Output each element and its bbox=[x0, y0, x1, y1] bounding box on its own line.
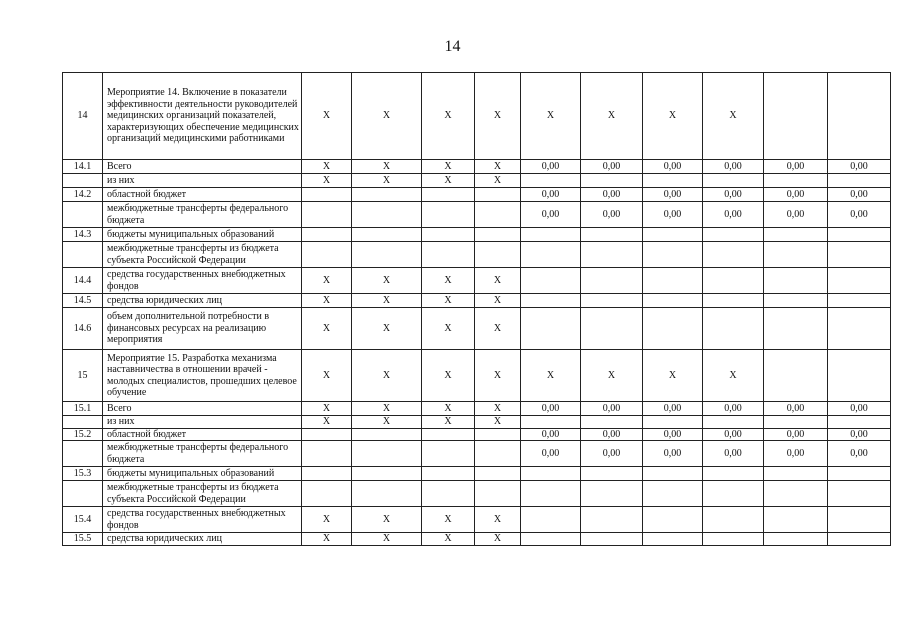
value-cell: 0,00 bbox=[764, 402, 828, 416]
value-cell bbox=[764, 308, 828, 350]
value-cell: 0,00 bbox=[703, 202, 764, 228]
row-label: бюджеты муниципальных образований bbox=[103, 228, 302, 242]
value-cell bbox=[703, 294, 764, 308]
value-cell: X bbox=[352, 507, 422, 533]
row-number bbox=[63, 416, 103, 429]
value-cell bbox=[581, 174, 643, 188]
value-cell bbox=[302, 467, 352, 481]
value-cell bbox=[302, 202, 352, 228]
table-row bbox=[63, 73, 891, 160]
value-cell bbox=[521, 294, 581, 308]
value-cell: X bbox=[475, 174, 521, 188]
table-row bbox=[63, 416, 891, 429]
value-cell: X bbox=[352, 350, 422, 402]
value-cell: X bbox=[521, 73, 581, 160]
value-cell bbox=[828, 73, 891, 160]
value-cell: 0,00 bbox=[581, 402, 643, 416]
value-cell bbox=[422, 441, 475, 467]
value-cell bbox=[352, 467, 422, 481]
value-cell bbox=[475, 481, 521, 507]
value-cell bbox=[643, 467, 703, 481]
value-cell: 0,00 bbox=[703, 160, 764, 174]
value-cell bbox=[643, 174, 703, 188]
value-cell: 0,00 bbox=[581, 428, 643, 441]
value-cell bbox=[764, 268, 828, 294]
value-cell: X bbox=[302, 160, 352, 174]
value-cell: X bbox=[302, 268, 352, 294]
value-cell: 0,00 bbox=[828, 428, 891, 441]
value-cell: 0,00 bbox=[581, 202, 643, 228]
row-number: 15.4 bbox=[63, 507, 103, 533]
value-cell: 0,00 bbox=[764, 188, 828, 202]
value-cell bbox=[643, 308, 703, 350]
value-cell bbox=[352, 481, 422, 507]
value-cell: 0,00 bbox=[643, 188, 703, 202]
value-cell: X bbox=[475, 268, 521, 294]
table-row bbox=[63, 507, 891, 533]
value-cell bbox=[422, 428, 475, 441]
value-cell bbox=[521, 228, 581, 242]
table-row bbox=[63, 441, 891, 467]
value-cell: 0,00 bbox=[643, 402, 703, 416]
value-cell bbox=[422, 188, 475, 202]
row-number bbox=[63, 441, 103, 467]
value-cell bbox=[828, 507, 891, 533]
value-cell: X bbox=[302, 533, 352, 546]
value-cell: 0,00 bbox=[521, 441, 581, 467]
value-cell: X bbox=[643, 350, 703, 402]
value-cell bbox=[764, 350, 828, 402]
value-cell bbox=[828, 308, 891, 350]
value-cell: 0,00 bbox=[764, 202, 828, 228]
value-cell: X bbox=[352, 402, 422, 416]
value-cell bbox=[764, 73, 828, 160]
row-number bbox=[63, 174, 103, 188]
table-row bbox=[63, 160, 891, 174]
row-number bbox=[63, 202, 103, 228]
value-cell bbox=[352, 228, 422, 242]
row-label: Мероприятие 15. Разработка механизма наставничества в отношении врачей - молодых специалистов, прошедших целевое обучение bbox=[103, 350, 302, 402]
value-cell bbox=[828, 228, 891, 242]
value-cell: X bbox=[581, 73, 643, 160]
value-cell: X bbox=[422, 402, 475, 416]
value-cell: 0,00 bbox=[521, 428, 581, 441]
value-cell: X bbox=[302, 73, 352, 160]
table-row bbox=[63, 481, 891, 507]
row-number: 14.4 bbox=[63, 268, 103, 294]
table-row bbox=[63, 188, 891, 202]
value-cell: X bbox=[475, 294, 521, 308]
value-cell: 0,00 bbox=[764, 428, 828, 441]
value-cell bbox=[643, 481, 703, 507]
value-cell bbox=[828, 416, 891, 429]
value-cell: X bbox=[475, 160, 521, 174]
value-cell: 0,00 bbox=[581, 160, 643, 174]
value-cell: X bbox=[703, 73, 764, 160]
value-cell bbox=[581, 308, 643, 350]
value-cell bbox=[352, 242, 422, 268]
value-cell: X bbox=[475, 308, 521, 350]
value-cell bbox=[703, 533, 764, 546]
value-cell: 0,00 bbox=[764, 160, 828, 174]
value-cell: X bbox=[352, 268, 422, 294]
value-cell bbox=[703, 416, 764, 429]
value-cell: 0,00 bbox=[581, 441, 643, 467]
value-cell bbox=[521, 507, 581, 533]
value-cell: X bbox=[475, 533, 521, 546]
value-cell: X bbox=[422, 308, 475, 350]
value-cell: 0,00 bbox=[521, 160, 581, 174]
value-cell bbox=[302, 242, 352, 268]
value-cell bbox=[764, 242, 828, 268]
value-cell: X bbox=[352, 308, 422, 350]
value-cell bbox=[581, 268, 643, 294]
value-cell bbox=[422, 228, 475, 242]
value-cell bbox=[475, 202, 521, 228]
value-cell bbox=[703, 228, 764, 242]
row-number: 15.3 bbox=[63, 467, 103, 481]
row-number: 14.1 bbox=[63, 160, 103, 174]
value-cell bbox=[764, 294, 828, 308]
value-cell bbox=[475, 188, 521, 202]
table-row bbox=[63, 467, 891, 481]
value-cell: X bbox=[475, 350, 521, 402]
value-cell: 0,00 bbox=[643, 428, 703, 441]
value-cell bbox=[703, 308, 764, 350]
table-row bbox=[63, 308, 891, 350]
row-number bbox=[63, 242, 103, 268]
value-cell bbox=[581, 481, 643, 507]
row-label: межбюджетные трансферты федерального бюджета bbox=[103, 202, 302, 228]
row-number: 15.2 bbox=[63, 428, 103, 441]
row-label: Всего bbox=[103, 402, 302, 416]
row-label: из них bbox=[103, 416, 302, 429]
value-cell bbox=[828, 268, 891, 294]
value-cell: 0,00 bbox=[703, 188, 764, 202]
value-cell bbox=[422, 242, 475, 268]
value-cell bbox=[581, 228, 643, 242]
value-cell: 0,00 bbox=[581, 188, 643, 202]
value-cell: 0,00 bbox=[828, 160, 891, 174]
row-number: 14.5 bbox=[63, 294, 103, 308]
value-cell: X bbox=[475, 507, 521, 533]
value-cell bbox=[352, 188, 422, 202]
value-cell: X bbox=[352, 416, 422, 429]
row-number: 14.2 bbox=[63, 188, 103, 202]
table-row bbox=[63, 228, 891, 242]
value-cell bbox=[703, 242, 764, 268]
row-label: объем дополнительной потребности в финансовых ресурсах на реализацию мероприятия bbox=[103, 308, 302, 350]
value-cell bbox=[828, 242, 891, 268]
value-cell: 0,00 bbox=[703, 441, 764, 467]
value-cell bbox=[521, 174, 581, 188]
value-cell bbox=[521, 533, 581, 546]
row-label: межбюджетные трансферты из бюджета субъекта Российской Федерации bbox=[103, 481, 302, 507]
value-cell bbox=[643, 416, 703, 429]
value-cell: X bbox=[475, 73, 521, 160]
value-cell bbox=[764, 416, 828, 429]
table-row bbox=[63, 242, 891, 268]
value-cell bbox=[828, 350, 891, 402]
value-cell bbox=[352, 441, 422, 467]
row-number: 15.1 bbox=[63, 402, 103, 416]
value-cell bbox=[703, 507, 764, 533]
value-cell bbox=[828, 294, 891, 308]
value-cell bbox=[581, 507, 643, 533]
value-cell bbox=[643, 533, 703, 546]
value-cell bbox=[352, 428, 422, 441]
value-cell bbox=[302, 188, 352, 202]
value-cell: 0,00 bbox=[703, 402, 764, 416]
row-label: бюджеты муниципальных образований bbox=[103, 467, 302, 481]
value-cell bbox=[521, 481, 581, 507]
row-label: средства юридических лиц bbox=[103, 533, 302, 546]
value-cell bbox=[764, 228, 828, 242]
value-cell bbox=[703, 174, 764, 188]
value-cell bbox=[475, 467, 521, 481]
value-cell: X bbox=[422, 533, 475, 546]
value-cell bbox=[521, 268, 581, 294]
value-cell: X bbox=[302, 507, 352, 533]
value-cell bbox=[764, 533, 828, 546]
value-cell bbox=[422, 202, 475, 228]
row-label: средства юридических лиц bbox=[103, 294, 302, 308]
row-label: Всего bbox=[103, 160, 302, 174]
value-cell bbox=[764, 174, 828, 188]
row-number: 14 bbox=[63, 73, 103, 160]
value-cell bbox=[703, 268, 764, 294]
value-cell: 0,00 bbox=[521, 188, 581, 202]
value-cell: X bbox=[475, 416, 521, 429]
value-cell: X bbox=[422, 268, 475, 294]
table-row bbox=[63, 350, 891, 402]
row-number: 14.6 bbox=[63, 308, 103, 350]
value-cell: X bbox=[422, 160, 475, 174]
value-cell bbox=[764, 507, 828, 533]
value-cell: X bbox=[422, 294, 475, 308]
value-cell: X bbox=[302, 174, 352, 188]
value-cell bbox=[302, 481, 352, 507]
row-label: Мероприятие 14. Включение в показатели эффективности деятельности руководителей медицинских организаций показателей, характеризующих обеспечение медицинских организаций медицинскими работниками bbox=[103, 73, 302, 160]
value-cell bbox=[581, 533, 643, 546]
page-number: 14 bbox=[444, 38, 461, 55]
value-cell bbox=[643, 294, 703, 308]
value-cell: X bbox=[521, 350, 581, 402]
value-cell bbox=[828, 467, 891, 481]
value-cell: 0,00 bbox=[828, 202, 891, 228]
value-cell bbox=[352, 202, 422, 228]
value-cell bbox=[828, 533, 891, 546]
value-cell: 0,00 bbox=[828, 402, 891, 416]
value-cell: X bbox=[352, 533, 422, 546]
table-row bbox=[63, 294, 891, 308]
value-cell bbox=[643, 268, 703, 294]
value-cell: 0,00 bbox=[643, 202, 703, 228]
row-label: межбюджетные трансферты федерального бюджета bbox=[103, 441, 302, 467]
value-cell bbox=[828, 174, 891, 188]
value-cell: 0,00 bbox=[643, 441, 703, 467]
value-cell bbox=[475, 441, 521, 467]
row-label: областной бюджет bbox=[103, 188, 302, 202]
value-cell bbox=[521, 416, 581, 429]
value-cell: X bbox=[302, 416, 352, 429]
table-row bbox=[63, 268, 891, 294]
value-cell bbox=[703, 467, 764, 481]
table-row bbox=[63, 402, 891, 416]
value-cell: 0,00 bbox=[828, 188, 891, 202]
value-cell: 0,00 bbox=[703, 428, 764, 441]
row-number: 15 bbox=[63, 350, 103, 402]
value-cell: X bbox=[422, 73, 475, 160]
value-cell: X bbox=[703, 350, 764, 402]
value-cell bbox=[422, 467, 475, 481]
budget-table bbox=[62, 72, 891, 546]
value-cell: X bbox=[581, 350, 643, 402]
value-cell bbox=[475, 242, 521, 268]
row-label: межбюджетные трансферты из бюджета субъекта Российской Федерации bbox=[103, 242, 302, 268]
value-cell: X bbox=[302, 402, 352, 416]
value-cell bbox=[521, 308, 581, 350]
value-cell: 0,00 bbox=[521, 202, 581, 228]
value-cell bbox=[643, 507, 703, 533]
value-cell: X bbox=[643, 73, 703, 160]
value-cell: X bbox=[352, 73, 422, 160]
value-cell: 0,00 bbox=[521, 402, 581, 416]
value-cell bbox=[475, 428, 521, 441]
row-number: 14.3 bbox=[63, 228, 103, 242]
value-cell bbox=[581, 467, 643, 481]
value-cell bbox=[828, 481, 891, 507]
row-label: из них bbox=[103, 174, 302, 188]
row-number bbox=[63, 481, 103, 507]
value-cell: X bbox=[422, 507, 475, 533]
value-cell bbox=[422, 481, 475, 507]
row-label: средства государственных внебюджетных фондов bbox=[103, 268, 302, 294]
value-cell bbox=[764, 481, 828, 507]
value-cell: 0,00 bbox=[764, 441, 828, 467]
value-cell: X bbox=[352, 160, 422, 174]
value-cell bbox=[302, 228, 352, 242]
table-row bbox=[63, 533, 891, 546]
value-cell bbox=[521, 242, 581, 268]
value-cell: X bbox=[422, 350, 475, 402]
row-label: областной бюджет bbox=[103, 428, 302, 441]
row-label: средства государственных внебюджетных фондов bbox=[103, 507, 302, 533]
table-row bbox=[63, 428, 891, 441]
value-cell bbox=[521, 467, 581, 481]
table-row bbox=[63, 202, 891, 228]
value-cell bbox=[302, 441, 352, 467]
value-cell bbox=[581, 242, 643, 268]
value-cell: X bbox=[422, 416, 475, 429]
value-cell bbox=[703, 481, 764, 507]
value-cell: X bbox=[352, 174, 422, 188]
value-cell: 0,00 bbox=[643, 160, 703, 174]
value-cell bbox=[643, 242, 703, 268]
value-cell bbox=[302, 428, 352, 441]
value-cell: X bbox=[352, 294, 422, 308]
value-cell: X bbox=[302, 350, 352, 402]
value-cell bbox=[581, 416, 643, 429]
table-row bbox=[63, 174, 891, 188]
value-cell bbox=[581, 294, 643, 308]
value-cell: X bbox=[302, 294, 352, 308]
value-cell bbox=[764, 467, 828, 481]
value-cell: 0,00 bbox=[828, 441, 891, 467]
value-cell: X bbox=[475, 402, 521, 416]
value-cell bbox=[643, 228, 703, 242]
row-number: 15.5 bbox=[63, 533, 103, 546]
value-cell bbox=[475, 228, 521, 242]
value-cell: X bbox=[302, 308, 352, 350]
value-cell: X bbox=[422, 174, 475, 188]
